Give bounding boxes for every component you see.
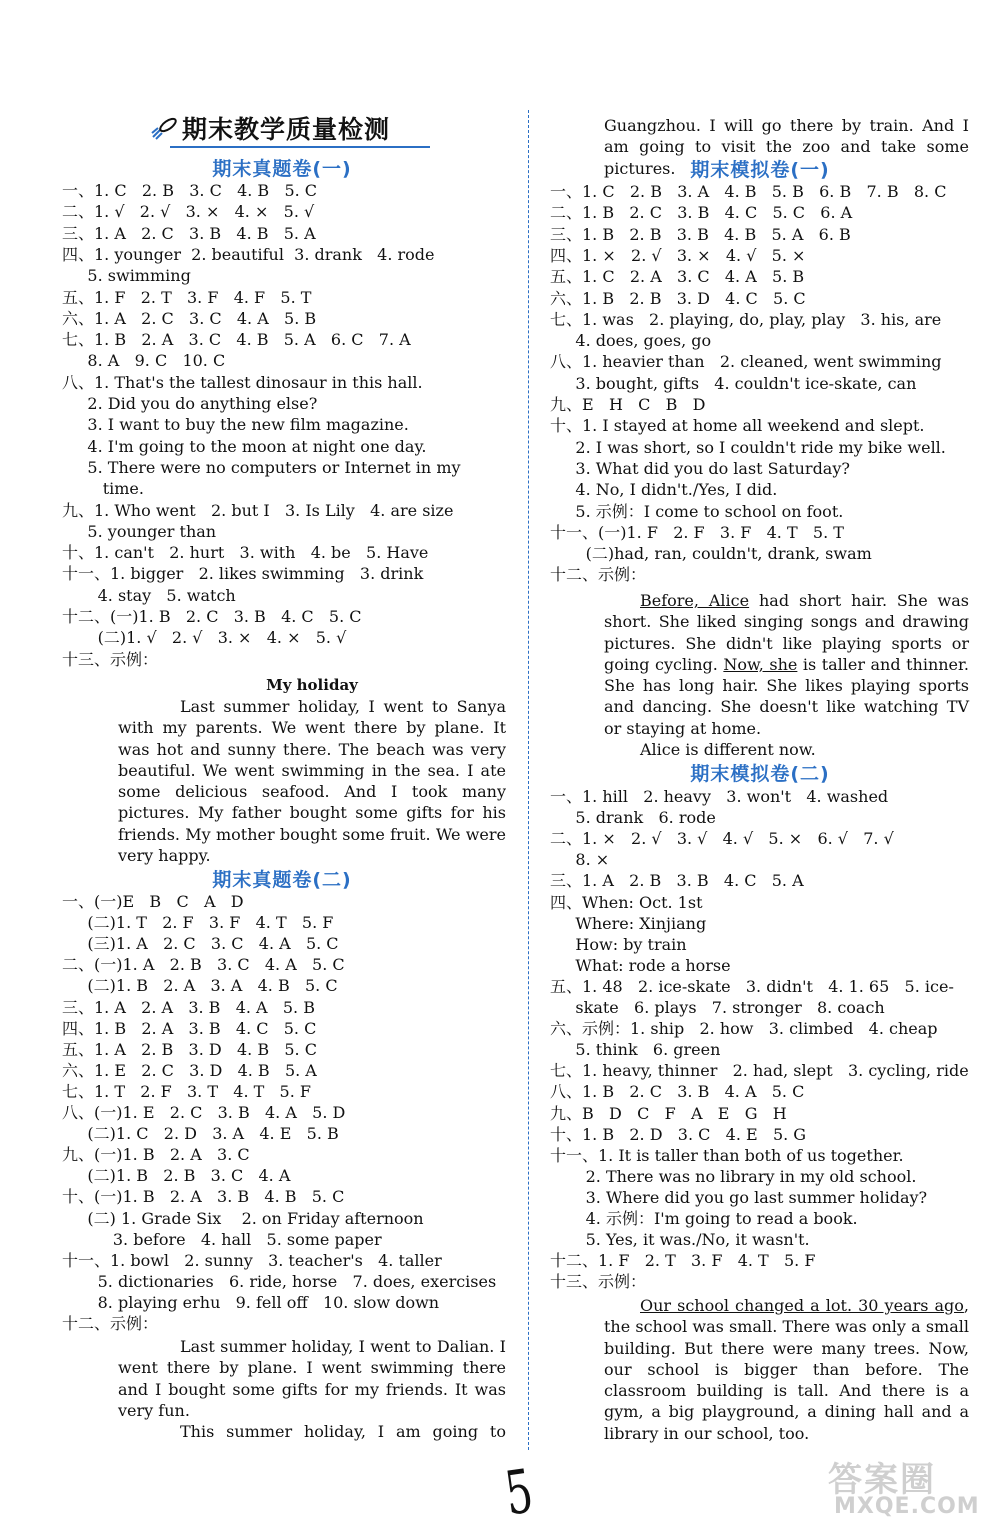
answer-line: 4. does, goes, go (550, 331, 712, 351)
answer-line: 三、1. A 2. C 3. B 4. B 5. A (62, 223, 316, 243)
answer-line: 十三、示例： (62, 649, 159, 669)
answer-line: 2. I was short, so I couldn't ride my bike well. (550, 437, 946, 457)
underline-before-alice: Before, Alice (640, 591, 750, 610)
answer-line: 一、1. hill 2. heavy 3. won't 4. washed (550, 787, 889, 806)
answer-line: (二)1. T 2. F 3. F 4. T 5. F (62, 913, 334, 933)
watermark-logo (828, 1452, 978, 1522)
answer-line: 4. I'm going to the moon at night one day. (62, 436, 427, 456)
answer-line: 十二、示例： (62, 1314, 159, 1333)
answer-line: 二、1. × 2. √ 3. √ 4. √ 5. × 6. √ 7. √ (550, 829, 894, 849)
answer-line: 四、When: Oct. 1st (550, 892, 703, 912)
answer-line: (二) 1. Grade Six 2. on Friday afternoon (62, 1208, 424, 1228)
answer-line: 三、1. A 2. B 3. B 4. C 5. A (550, 871, 804, 891)
answer-line: 五、1. A 2. B 3. D 4. B 5. C (62, 1039, 317, 1059)
answer-line: 十三、示例： (550, 1272, 647, 1292)
answer-line: 3. What did you do last Saturday? (550, 458, 850, 478)
answer-line: (二)1. C 2. D 3. A 4. E 5. B (62, 1124, 339, 1144)
answer-line: 八、(一)1. E 2. C 3. B 4. A 5. D (62, 1103, 346, 1122)
answer-line: 八、1. B 2. C 3. B 4. A 5. C (550, 1082, 805, 1102)
essay-alice: Before, Alice had short hair. She was short. She liked singing songs and drawing pictures. She didn't like playing sports or going cycling. Now, she is taller and thinner. She has long hair. She likes playing sports and dancing. She doesn't like watching TV or staying at home. (604, 591, 970, 738)
answer-line: (三)1. A 2. C 3. C 4. A 5. C (62, 934, 339, 954)
answer-line: 九、E H C B D (550, 395, 706, 414)
answer-line: 五、1. 48 2. ice-skate 3. didn't 4. 1. 65 5. ice- (550, 976, 954, 996)
answer-line: How: by train (550, 934, 687, 954)
answer-line: 3. bought, gifts 4. couldn't ice-skate, can (550, 373, 917, 393)
answer-line: skate 6. plays 7. stronger 8. coach (550, 998, 885, 1017)
essay-this-summer: This summer holiday, I am going to (180, 1422, 506, 1441)
essay-continuation: Guangzhou. I will go there by train. And I am going to visit the zoo and take some pictures. (604, 116, 969, 178)
underline-now-she: Now, she (723, 654, 798, 674)
answer-line: 2. There was no library in my old school. (550, 1166, 917, 1186)
answer-line: 二、(一)1. A 2. B 3. C 4. A 5. C (62, 955, 345, 975)
answer-line: 十二、1. F 2. T 3. F 4. T 5. F (550, 1251, 816, 1271)
answer-line: 八、1. That's the tallest dinosaur in this hall. (62, 372, 423, 392)
answer-line: What: rode a horse (550, 955, 731, 975)
answer-line: 十、1. I stayed at home all weekend and slept. (550, 416, 925, 436)
answer-line: 5. think 6. green (550, 1040, 721, 1060)
answer-line: 十一、(一)1. F 2. F 3. F 4. T 5. T (550, 522, 844, 542)
answer-line: 四、1. B 2. A 3. B 4. C 5. C (62, 1018, 317, 1038)
answer-line: 六、1. E 2. C 3. D 4. B 5. A (62, 1060, 317, 1080)
answer-line: 七、1. T 2. F 3. T 4. T 5. F (62, 1081, 312, 1101)
answer-line: 七、1. B 2. A 3. C 4. B 5. A 6. C 7. A (62, 330, 411, 350)
answer-line: 2. Did you do anything else? (62, 394, 318, 413)
watermark-text-top: 答案圈 (828, 1460, 936, 1500)
answer-line: 十二、示例： (550, 565, 647, 585)
page-title (150, 110, 440, 146)
answer-line: (二)had, ran, couldn't, drank, swam (550, 544, 872, 564)
answer-line: 九、B D C F A E G H (550, 1103, 787, 1123)
essay-title: My holiday (266, 676, 358, 694)
answer-line: 七、1. was 2. playing, do, play, play 3. his, are (550, 309, 942, 329)
answer-line: 四、1. × 2. √ 3. × 4. √ 5. × (550, 245, 806, 265)
answer-line: 十二、(一)1. B 2. C 3. B 4. C 5. C (62, 607, 362, 626)
answer-line: 一、(一)E B C A D (62, 892, 244, 911)
answer-line: 十、1. can't 2. hurt 3. with 4. be 5. Have (62, 543, 429, 563)
answer-line: 3. Where did you go last summer holiday? (550, 1187, 928, 1207)
answer-line: 5. 示例：I come to school on foot. (550, 501, 844, 521)
answer-line: 一、1. C 2. B 3. A 4. B 5. B 6. B 7. B 8. C (550, 182, 947, 201)
answer-line: 一、1. C 2. B 3. C 4. B 5. C (62, 181, 318, 200)
underline-our-school: Our school changed a lot. 30 years ago (640, 1296, 964, 1315)
essay-my-holiday: Last summer holiday, I went to Sanya with my parents. We went there by plane. It was hot and sunny there. The beach was very beautiful. We went swimming in the sea. I ate some delicious seafood. And I took many pictures. My father bought some gifts for his friends. My mother bought some fruit. We were very happy. (118, 697, 506, 866)
answer-line: 八、1. heavier than 2. cleaned, went swimming (550, 352, 942, 372)
answer-line: 三、1. A 2. A 3. B 4. A 5. B (62, 997, 315, 1017)
answer-line: 九、1. Who went 2. but I 3. Is Lily 4. are size (62, 500, 454, 520)
answer-line: 5. Yes, it was./No, it wasn't. (550, 1230, 810, 1250)
section-heading-mock-exam-2: 期末模拟卷(二) (690, 763, 830, 785)
page-number: 5 (500, 1456, 538, 1530)
answer-line: 三、1. B 2. B 3. B 4. B 5. A 6. B (550, 224, 851, 244)
answer-line: 二、1. B 2. C 3. B 4. C 5. C 6. A (550, 203, 853, 223)
answer-line: (二)1. √ 2. √ 3. × 4. × 5. √ (62, 628, 347, 648)
answer-line: 5. dictionaries 6. ride, horse 7. does, exercises (62, 1271, 497, 1291)
answer-line: 8. × (550, 850, 610, 870)
answer-line: 4. 示例：I'm going to read a book. (550, 1209, 858, 1228)
page-title-text: 期末教学质量检测 (182, 115, 391, 144)
answer-line: 3. I want to buy the new film magazine. (62, 415, 409, 435)
answer-line: 二、1. √ 2. √ 3. × 4. × 5. √ (62, 202, 315, 222)
answer-line: 4. stay 5. watch (62, 585, 236, 605)
essay-our-school: Our school changed a lot. 30 years ago, the school was small. There was only a small building. But there were many trees. Now, our school is bigger than before. The classroom building is tall. And there is a gym, a big playground, a dining hall and a library in our school, too. (604, 1296, 969, 1443)
answer-line: 十一、1. It is taller than both of us together. (550, 1145, 904, 1165)
answer-line: Where: Xinjiang (550, 913, 707, 933)
answer-line: time. (62, 479, 144, 499)
answer-line: (二)1. B 2. B 3. C 4. A (62, 1166, 291, 1186)
answer-line: 4. No, I didn't./Yes, I did. (550, 480, 778, 500)
answer-line: 十一、1. bigger 2. likes swimming 3. drink (62, 564, 424, 584)
answer-line: (二)1. B 2. A 3. A 4. B 5. C (62, 976, 338, 996)
answer-line: 七、1. heavy, thinner 2. had, slept 3. cycling, ride (550, 1061, 969, 1081)
answer-line: 六、1. A 2. C 3. C 4. A 5. B (62, 308, 317, 328)
answer-line: 5. drank 6. rode (550, 808, 716, 828)
answer-line: 3. before 4. hall 5. some paper (62, 1229, 382, 1249)
essay-dalian: Last summer holiday, I went to Dalian. I went there by plane. I went swimming there and I bought some gifts for my friends. It was very fun. (118, 1337, 506, 1420)
answer-line: 十、(一)1. B 2. A 3. B 4. B 5. C (62, 1187, 345, 1207)
answer-line: 五、1. F 2. T 3. F 4. F 5. T (62, 287, 312, 307)
answer-line: 十、1. B 2. D 3. C 4. E 5. G (550, 1124, 807, 1144)
answer-line: 六、1. B 2. B 3. D 4. C 5. C (550, 288, 806, 308)
answer-line: 五、1. C 2. A 3. C 4. A 5. B (550, 267, 805, 287)
answer-line: 四、1. younger 2. beautiful 3. drank 4. rode (62, 244, 435, 264)
section-heading-mock-exam-1: 期末模拟卷(一) (690, 159, 830, 181)
answer-line: 5. There were no computers or Internet in my (62, 457, 461, 477)
section-heading-final-exam-1: 期末真题卷(一) (212, 158, 352, 180)
answer-line: 十一、1. bowl 2. sunny 3. teacher's 4. taller (62, 1250, 442, 1270)
watermark-text-bottom: MXQE.COM (834, 1494, 980, 1519)
answer-line: 5. younger than (62, 521, 217, 541)
column-divider (528, 110, 529, 1450)
answer-line: 九、(一)1. B 2. A 3. C (62, 1145, 250, 1165)
answer-line: 5. swimming (62, 266, 191, 286)
answer-line: 六、示例：1. ship 2. how 3. climbed 4. cheap (550, 1019, 938, 1039)
section-heading-final-exam-2: 期末真题卷(二) (212, 869, 352, 891)
title-underline (170, 146, 430, 148)
rocket-icon (150, 117, 178, 141)
answer-line: 8. playing erhu 9. fell off 10. slow down (62, 1292, 440, 1312)
essay-alice-end: Alice is different now. (640, 740, 816, 759)
answer-line: 8. A 9. C 10. C (62, 351, 226, 371)
